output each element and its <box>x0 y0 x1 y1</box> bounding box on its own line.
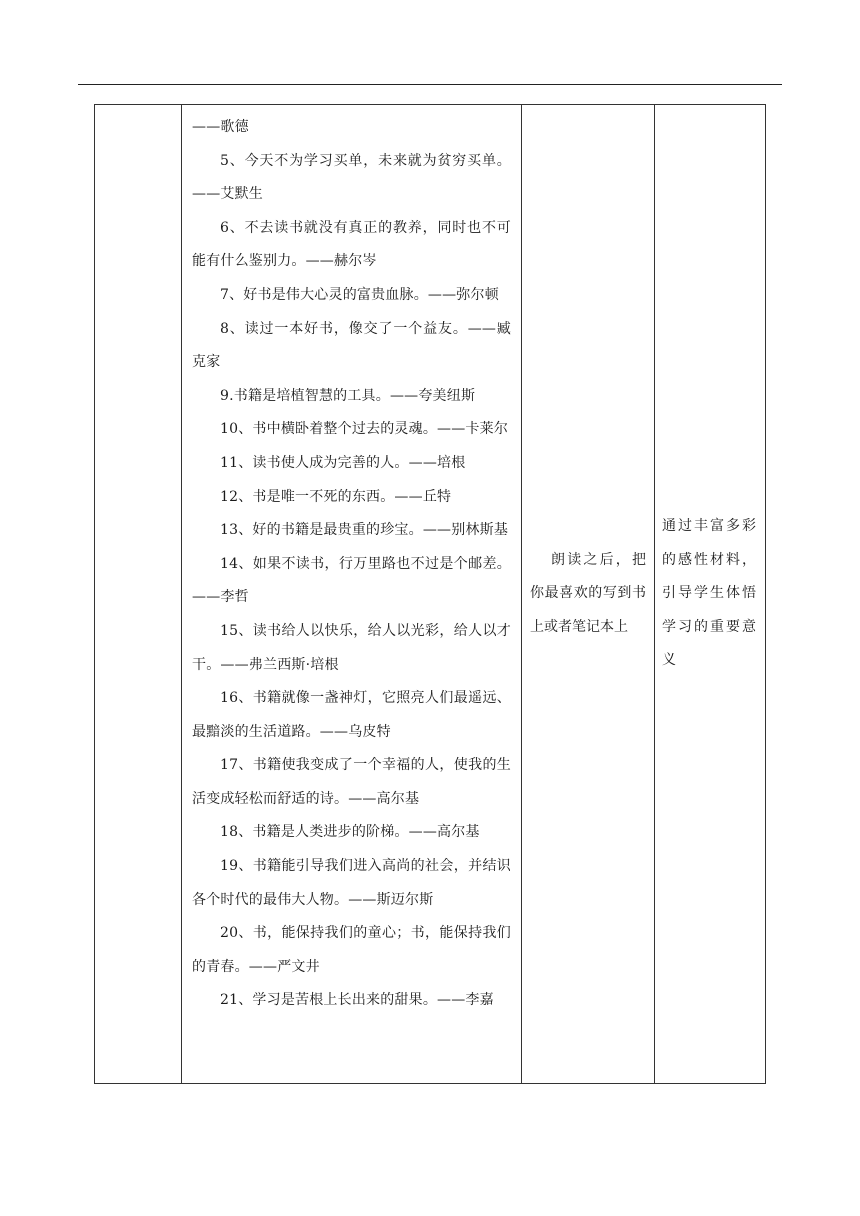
quote-item: ——歌德 <box>192 119 249 135</box>
quote-item: 7、好书是伟大心灵的富贵血脉。——弥尔顿 <box>220 286 499 303</box>
stage-cell <box>95 105 182 1084</box>
quote-list <box>182 105 521 1018</box>
table-row <box>95 105 766 1084</box>
quote-item: 19、书籍能引导我们进入高尚的社会，并结识各个时代的最伟大人物。——斯迈尔斯 <box>192 858 511 908</box>
quote-item: 16、书籍就像一盏神灯，它照亮人们最遥远、最黯淡的生活道路。——乌皮特 <box>192 690 511 740</box>
header-rule <box>78 84 782 85</box>
teaching-content-cell <box>182 105 522 1084</box>
lesson-plan-table <box>94 104 766 1084</box>
student-activity-text: 朗读之后，把你最喜欢的写到书上或者笔记本上 <box>530 551 646 635</box>
quote-item: 11、读书使人成为完善的人。——培根 <box>220 454 466 471</box>
quote-item: 10、书中横卧着整个过去的灵魂。——卡莱尔 <box>220 421 509 438</box>
quote-item: 6、不去读书就没有真正的教养，同时也不可能有什么鉴别力。——赫尔岑 <box>192 219 511 270</box>
quote-item: 21、学习是苦根上长出来的甜果。——李嘉 <box>220 992 494 1009</box>
quote-item: 15、读书给人以快乐，给人以光彩，给人以才干。——弗兰西斯·培根 <box>192 622 511 673</box>
quote-item: 9.书籍是培植智慧的工具。——夸美纽斯 <box>220 387 476 404</box>
quote-item: 12、书是唯一不死的东西。——丘特 <box>220 488 452 505</box>
design-intent-text: 通过丰富多彩的感性材料，引导学生体悟学习的重要意义 <box>662 518 757 669</box>
quote-item: 18、书籍是人类进步的阶梯。——高尔基 <box>220 824 480 841</box>
quote-item: 13、好的书籍是最贵重的珍宝。——别林斯基 <box>220 522 509 539</box>
quote-item: 5、今天不为学习买单，未来就为贫穷买单。——艾默生 <box>192 152 511 203</box>
design-intent-cell <box>655 105 766 1084</box>
quote-item: 14、如果不读书，行万里路也不过是个邮差。——李哲 <box>192 555 511 606</box>
quote-item: 17、书籍使我变成了一个幸福的人，使我的生活变成轻松而舒适的诗。——高尔基 <box>192 757 511 807</box>
quote-item: 8、读过一本好书，像交了一个益友。——臧克家 <box>192 320 511 371</box>
student-activity-cell <box>522 105 655 1084</box>
quote-item: 20、书，能保持我们的童心；书，能保持我们的青春。——严文井 <box>192 925 511 975</box>
